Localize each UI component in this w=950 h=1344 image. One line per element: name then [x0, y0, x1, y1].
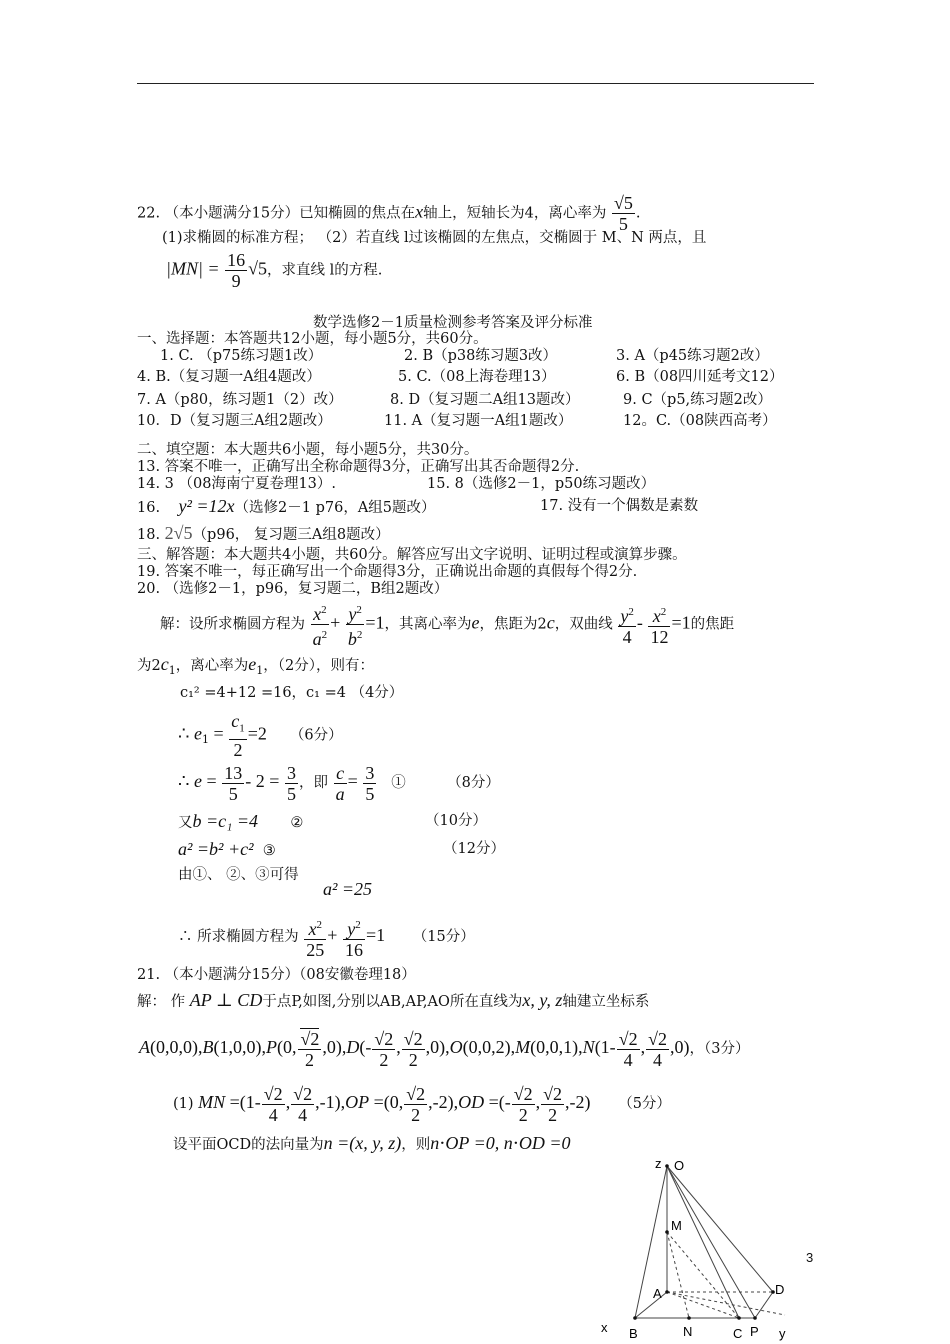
section2-header: 二、填空题：本大题共6小题，每小题5分，共30分。 [137, 442, 479, 458]
sol20-step5: a² =b² +c² ③ [178, 839, 276, 859]
s1-r3c2: 8. D（复习题二A组13题改） [390, 392, 580, 408]
s1-r3c1: 7. A（p80，练习题1（2）改） [137, 392, 343, 408]
section3-header: 三、解答题：本大题共4小题，共60分。解答应写出文字说明、证明过程或演算步骤。 [137, 547, 687, 563]
s1-r2c1: 4. B.（复习题一A组4题改） [137, 369, 321, 385]
fig-label-o: O [674, 1158, 685, 1173]
sol21-line1: 解： 作 AP ⊥ CD于点P,如图,分别以AB,AP,AO所在直线为x, y, z轴建立坐标系 [137, 990, 650, 1010]
answer-19: 19. 答案不唯一，每正确写出一个命题得3分，正确说出命题的真假每个得2分. [137, 564, 638, 580]
s1-r4c2: 11. A（复习题一A组1题改） [384, 413, 573, 429]
fig-label-x: x [601, 1320, 608, 1335]
s1-r2c3: 6. B（08四川延考文12） [616, 369, 784, 385]
q22-part2: |MN| = $\frac{16}{9}$ √5，求直线 l的方程. [166, 250, 383, 291]
s1-r1c2: 2. B（p38练习题3改） [404, 348, 558, 364]
answer-16: 16. y² =12x（选修2－1 p76，A组5题改） [137, 496, 436, 516]
fig-label-y: y [779, 1326, 786, 1341]
answer-18: 18. 2√5（p96， 复习题三A组8题改） [137, 523, 390, 543]
fig-label-m: M [671, 1218, 682, 1233]
s1-r2c2: 5. C.（08上海卷理13） [398, 369, 556, 385]
s1-r3c3: 9. C（p5,练习题2改） [623, 392, 772, 408]
sol21-normal: 设平面OCD的法向量为n =(x, y, z)，则n⋅OP =0, n⋅OD =0 [173, 1133, 571, 1153]
answer-20: 20. （选修2－1，p96，复习题二，B组2题改） [137, 581, 449, 597]
sol20-step3: ∴ e = $\frac{13}{5}$ - 2 = $\frac{3}{5}$ ，即 $\frac{c}{a}$ = $\frac{3}{5}$ ① （8分） [178, 762, 500, 804]
answer-17: 17. 没有一个偶数是素数 [540, 498, 699, 514]
fig-label-b: B [629, 1326, 638, 1341]
sol20-step6-math: a² =25 [323, 879, 373, 899]
sol20-step6: 由①、 ②、③可得 [178, 867, 299, 883]
fig-label-a: A [653, 1286, 662, 1301]
answer-13: 13. 答案不唯一，正确写出全称命题得3分，正确写出其否命题得2分. [137, 459, 580, 475]
sol20-step7: ∴ 所求椭圆方程为 $\frac{x^2}{25}$ + $\frac{y^2}{16}$ =1 （15分） [178, 913, 475, 960]
s1-r4c1: 10．D（复习题三A组2题改） [137, 413, 332, 429]
fig-label-d: D [775, 1282, 785, 1297]
q22-line1: 22. （本小题满分15分）已知椭圆的焦点在x轴上，短轴长为4，离心率为 $\frac{√5}{5}$ . [137, 193, 641, 234]
s1-r1c1: 1. C. （p75练习题1改） [160, 348, 323, 364]
sol20-line1: 解：设所求椭圆方程为 $\frac{x^2}{a^2}$ + $\frac{y^2}{b^2}$ =1，其离心率为e，焦距为2c，双曲线 $\frac{y^2}{4}$ - $\frac{x^2}{12}$ =1的焦距 [160, 600, 734, 649]
sol20-step4-score: （10分） [425, 813, 487, 829]
answer-14: 14. 3 （08海南宁夏卷理13）. [137, 476, 337, 492]
fig-label-p: P [750, 1324, 759, 1339]
sol20-step2: ∴ $e_1$ = $\frac{c_1}{2}$ =2 （6分） [178, 711, 343, 760]
answer-21: 21. （本小题满分15分）（08安徽卷理18） [137, 967, 416, 983]
y-axis-line [667, 1292, 785, 1315]
fig-label-c: C [733, 1326, 743, 1341]
ecc-fraction: $\frac{√5}{5}$ [613, 193, 633, 234]
geometry-figure [595, 1152, 795, 1344]
fig-label-n: N [683, 1324, 693, 1339]
page-number: 3 [806, 1250, 814, 1265]
section1-header: 一、选择题：本答题共12小题，每小题5分，共60分。 [137, 331, 488, 347]
fig-label-z: z [655, 1156, 662, 1171]
answer-15: 15. 8（选修2－1，p50练习题改） [427, 476, 656, 492]
sol21-vectors: (1) MN =(1- $\frac{√2}{4}$ , $\frac{√2}{4}$ ,-1),OP =(0, $\frac{√2}{2}$ ,-2),OD =(- $\frac{√2}{2}$ , $\frac{√2}{2}$ ,-2) （5分） [173, 1083, 671, 1125]
sol21-coordinates: A(0,0,0),B(1,0,0),P(0, $\frac{√2}{2}$ ,0),D(- $\frac{√2}{2}$ , $\frac{√2}{2}$ ,0),O(0,0,2),M(0,0,1),N(1- $\frac{√2}{4}$ , $\frac{√2}{4}$ ,0)，（3分） [139, 1028, 750, 1070]
s1-r4c3: 12。C.（08陕西高考） [623, 413, 777, 429]
s1-r1c3: 3. A（p45练习题2改） [616, 348, 769, 364]
sol20-step5-score: （12分） [443, 841, 505, 857]
sol20-step1: c₁² =4+12 =16，c₁ =4 （4分） [180, 685, 404, 701]
sol20-step4: 又b =c₁ =4 ② [178, 811, 304, 831]
sol20-line2: 为$2c_1$，离心率为$e_1$，（2分），则有： [137, 654, 374, 677]
header-rule [137, 83, 814, 84]
answer-title: 数学选修2－1质量检测参考答案及评分标准 [313, 315, 593, 331]
q22-part1: (1)求椭圆的标准方程； （2）若直线 l过该椭圆的左焦点，交椭圆于 M、N 两点，且 [162, 230, 707, 246]
